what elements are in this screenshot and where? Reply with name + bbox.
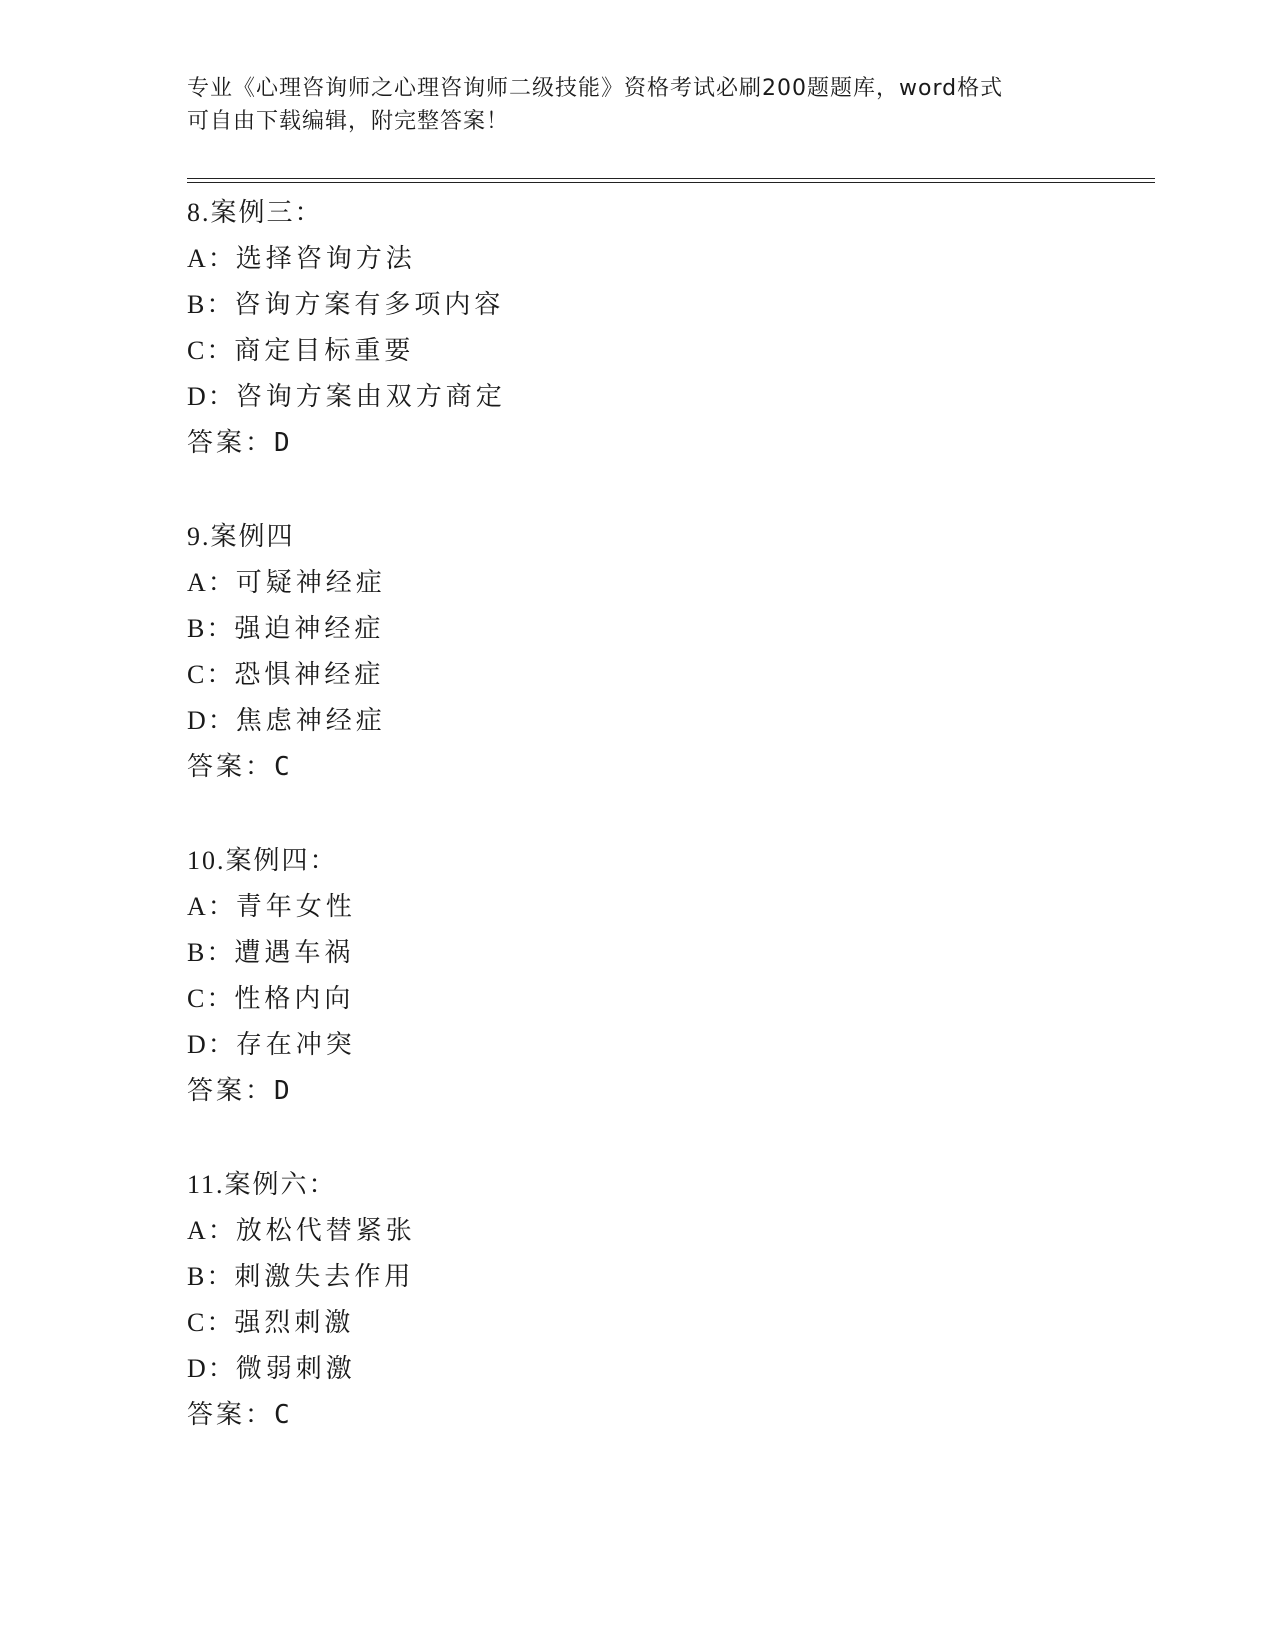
option-c xyxy=(187,976,506,1022)
option-d xyxy=(187,374,506,420)
question-stem-text: 案例四 xyxy=(210,522,295,551)
option-letter: C： xyxy=(187,1308,235,1337)
answer-label: 答案： xyxy=(187,1400,275,1430)
question-number: 8. xyxy=(187,198,211,227)
question-stem xyxy=(187,190,506,236)
answer-line xyxy=(187,1068,506,1114)
option-letter: A： xyxy=(187,568,236,597)
option-letter: B： xyxy=(187,290,235,319)
answer-label: 答案： xyxy=(187,752,275,782)
option-text: 咨询方案有多项内容 xyxy=(234,290,505,320)
question-number: 9. xyxy=(187,522,211,551)
option-letter: D： xyxy=(187,1354,236,1383)
header-line-2: 可自由下载编辑，附完整答案！ xyxy=(187,109,510,134)
question-10 xyxy=(187,838,506,1114)
option-text: 咨询方案由双方商定 xyxy=(235,382,506,412)
answer-value: D xyxy=(274,428,294,458)
option-letter: A： xyxy=(187,244,236,273)
answer-label: 答案： xyxy=(187,428,275,458)
question-stem-text: 案例三： xyxy=(210,198,323,227)
option-text: 放松代替紧张 xyxy=(235,1216,416,1246)
question-8 xyxy=(187,190,506,466)
option-text: 微弱刺激 xyxy=(235,1354,356,1384)
question-list xyxy=(187,190,506,1486)
option-a xyxy=(187,236,506,282)
option-letter: D： xyxy=(187,1030,236,1059)
question-9 xyxy=(187,514,506,790)
option-letter: B： xyxy=(187,614,235,643)
option-letter: B： xyxy=(187,938,235,967)
option-text: 存在冲突 xyxy=(235,1030,356,1060)
option-text: 遭遇车祸 xyxy=(234,938,355,968)
question-number: 10. xyxy=(187,846,226,875)
option-d xyxy=(187,698,506,744)
option-letter: D： xyxy=(187,382,236,411)
option-a xyxy=(187,1208,506,1254)
answer-line xyxy=(187,744,506,790)
option-text: 强烈刺激 xyxy=(234,1308,355,1338)
header-line-1: 专业《心理咨询师之心理咨询师二级技能》资格考试必刷200题题库，word格式 xyxy=(187,76,1004,101)
option-letter: C： xyxy=(187,984,235,1013)
question-11 xyxy=(187,1162,506,1438)
answer-line xyxy=(187,420,506,466)
question-stem xyxy=(187,514,506,560)
option-text: 可疑神经症 xyxy=(235,568,386,598)
question-stem-text: 案例六： xyxy=(224,1170,337,1199)
option-text: 焦虑神经症 xyxy=(235,706,386,736)
answer-line xyxy=(187,1392,506,1438)
option-letter: A： xyxy=(187,892,236,921)
option-letter: C： xyxy=(187,660,235,689)
option-letter: B： xyxy=(187,1262,235,1291)
option-c xyxy=(187,652,506,698)
option-text: 恐惧神经症 xyxy=(234,660,385,690)
answer-value: C xyxy=(274,1400,294,1430)
option-a xyxy=(187,884,506,930)
option-letter: A： xyxy=(187,1216,236,1245)
option-b xyxy=(187,930,506,976)
question-stem xyxy=(187,838,506,884)
option-letter: D： xyxy=(187,706,236,735)
option-b xyxy=(187,1254,506,1300)
answer-value: D xyxy=(274,1076,294,1106)
option-text: 青年女性 xyxy=(235,892,356,922)
question-stem-text: 案例四： xyxy=(225,846,338,875)
option-letter: C： xyxy=(187,336,235,365)
answer-label: 答案： xyxy=(187,1076,275,1106)
option-b xyxy=(187,606,506,652)
option-c xyxy=(187,1300,506,1346)
question-number: 11. xyxy=(187,1170,225,1199)
option-b xyxy=(187,282,506,328)
question-stem xyxy=(187,1162,506,1208)
option-d xyxy=(187,1346,506,1392)
answer-value: C xyxy=(274,752,294,782)
option-c xyxy=(187,328,506,374)
option-d xyxy=(187,1022,506,1068)
option-text: 刺激失去作用 xyxy=(234,1262,415,1292)
option-text: 强迫神经症 xyxy=(234,614,385,644)
header-rule-bottom xyxy=(187,182,1155,183)
document-header xyxy=(187,72,1087,138)
option-text: 性格内向 xyxy=(234,984,355,1014)
header-rule-top xyxy=(187,178,1155,179)
option-text: 商定目标重要 xyxy=(234,336,415,366)
option-a xyxy=(187,560,506,606)
option-text: 选择咨询方法 xyxy=(235,244,416,274)
